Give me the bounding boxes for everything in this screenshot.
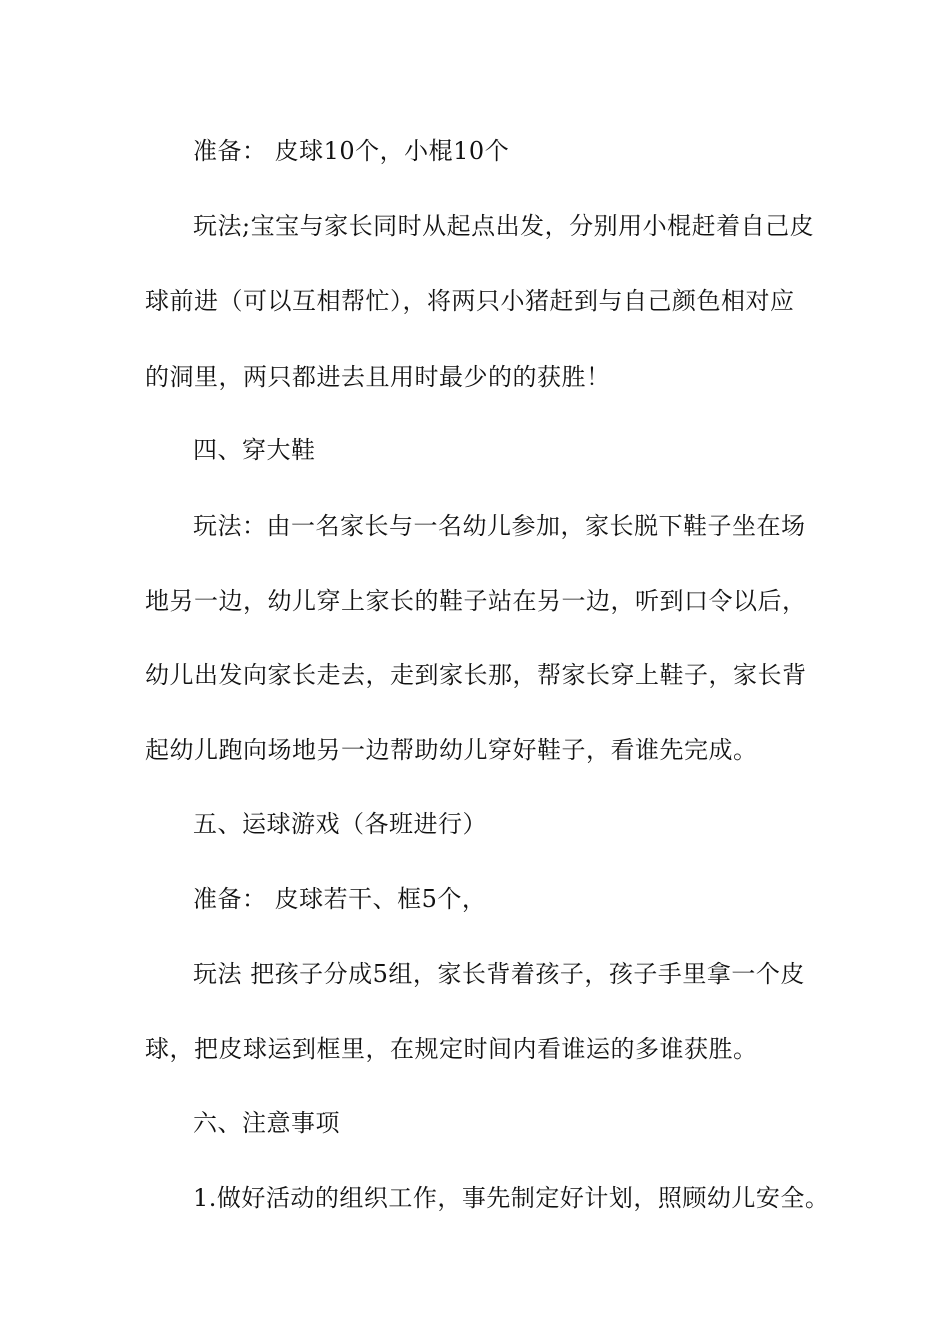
section-heading-5: 五、运球游戏（各班进行）: [193, 810, 487, 838]
gameplay-paragraph-2-line-3: 幼儿出发向家长走去，走到家长那，帮家长穿上鞋子，家长背: [145, 661, 807, 689]
gameplay-paragraph-1-line-2: 球前进（可以互相帮忙），将两只小猪赶到与自己颜色相对应: [145, 287, 795, 315]
section-heading-4: 四、穿大鞋: [193, 436, 316, 464]
gameplay-paragraph-3-line-1: 玩法 把孩子分成5组，家长背着孩子，孩子手里拿一个皮: [193, 960, 805, 988]
gameplay-paragraph-1-line-3: 的洞里，两只都进去且用时最少的的获胜！: [145, 363, 611, 391]
gameplay-paragraph-3-line-2: 球，把皮球运到框里，在规定时间内看谁运的多谁获胜。: [145, 1035, 758, 1063]
preparation-line-1: 准备： 皮球10个，小棍10个: [193, 137, 510, 165]
gameplay-paragraph-2-line-2: 地另一边，幼儿穿上家长的鞋子站在另一边，听到口令以后，: [145, 587, 807, 615]
section-heading-6: 六、注意事项: [193, 1109, 340, 1137]
preparation-line-2: 准备： 皮球若干、框5个，: [193, 885, 487, 913]
notice-item-1: 1.做好活动的组织工作，事先制定好计划，照顾幼儿安全。: [193, 1184, 830, 1212]
gameplay-paragraph-2-line-1: 玩法：由一名家长与一名幼儿参加，家长脱下鞋子坐在场: [193, 512, 806, 540]
gameplay-paragraph-2-line-4: 起幼儿跑向场地另一边帮助幼儿穿好鞋子，看谁先完成。: [145, 736, 758, 764]
gameplay-paragraph-1-line-1: 玩法;宝宝与家长同时从起点出发，分别用小棍赶着自己皮: [193, 212, 815, 240]
